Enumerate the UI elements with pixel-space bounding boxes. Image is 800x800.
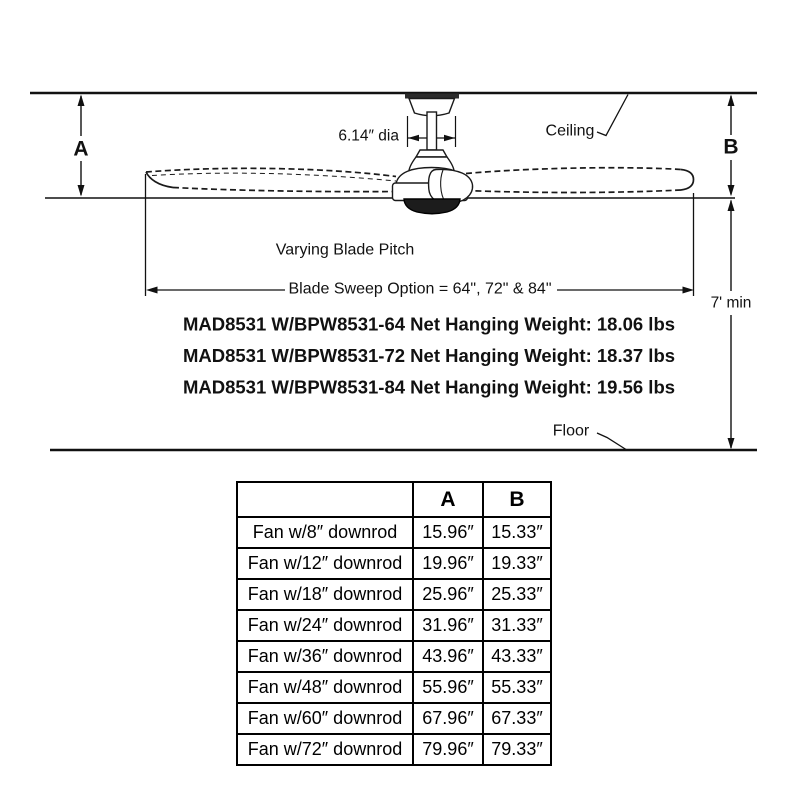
arrow-left-icon <box>146 287 158 294</box>
table-row <box>237 672 551 703</box>
dim-b-value: 15.33″ <box>483 517 551 548</box>
min-height-label: 7' min <box>710 294 752 312</box>
arrow-down-icon <box>78 185 85 197</box>
dim-a-value: 67.96″ <box>413 703 483 734</box>
arrow-down-icon <box>728 438 735 449</box>
downrod <box>427 112 437 150</box>
arrow-right-icon <box>444 135 455 141</box>
dim-b-value: 67.33″ <box>483 703 551 734</box>
table-row <box>237 641 551 672</box>
arrow-up-icon <box>728 95 735 107</box>
table-row <box>237 517 551 548</box>
dim-a-label: A <box>73 137 89 161</box>
table-header-row <box>237 482 551 517</box>
dim-a-value: 25.96″ <box>413 579 483 610</box>
dim-b-value: 25.33″ <box>483 579 551 610</box>
left-blade-inner-line <box>152 173 396 181</box>
downrod-label: Fan w/18″ downrod <box>237 579 413 610</box>
table-row <box>237 610 551 641</box>
dim-b-value: 43.33″ <box>483 641 551 672</box>
downrod-label: Fan w/48″ downrod <box>237 672 413 703</box>
dim-a-value: 19.96″ <box>413 548 483 579</box>
dim-a-value: 31.96″ <box>413 610 483 641</box>
downrod-label: Fan w/60″ downrod <box>237 703 413 734</box>
blade-pitch-label: Varying Blade Pitch <box>275 241 415 259</box>
mounting-plate <box>405 94 459 99</box>
right-blade-tip <box>681 170 694 191</box>
ceiling-leader-line <box>597 95 628 136</box>
downrod-label: Fan w/72″ downrod <box>237 734 413 765</box>
diameter-label: 6.14″ dia <box>338 127 399 145</box>
dim-a-value: 79.96″ <box>413 734 483 765</box>
table-header-a: A <box>413 482 483 517</box>
floor-leader-line <box>597 433 626 450</box>
right-blade-bottom-edge <box>466 190 681 193</box>
table-row <box>237 579 551 610</box>
coupler-flange <box>416 150 447 157</box>
floor-label: Floor <box>552 422 590 440</box>
downrod-label: Fan w/8″ downrod <box>237 517 413 548</box>
dim-b-value: 19.33″ <box>483 548 551 579</box>
arrow-left-icon <box>408 135 419 141</box>
hanging-weight-line-1: MAD8531 W/BPW8531-64 Net Hanging Weight: 18.06 lbs <box>182 313 676 335</box>
dim-a-value: 43.96″ <box>413 641 483 672</box>
hanging-weight-line-2: MAD8531 W/BPW8531-72 Net Hanging Weight: 18.37 lbs <box>182 345 676 366</box>
dimension-min-height <box>728 200 735 450</box>
downrod-label: Fan w/12″ downrod <box>237 548 413 579</box>
left-blade-top-edge <box>146 168 396 176</box>
table-row <box>237 734 551 765</box>
table-row <box>237 703 551 734</box>
ceiling-fan-drawing <box>146 94 694 214</box>
blade-sweep-label: Blade Sweep Option = 64", 72" & 84" <box>288 280 552 298</box>
hanging-weight-line-3: MAD8531 W/BPW8531-84 Net Hanging Weight: 19.56 lbs <box>182 376 676 398</box>
arrow-down-icon <box>728 185 735 196</box>
table-header-blank <box>237 482 413 517</box>
dim-b-value: 55.33″ <box>483 672 551 703</box>
left-blade-tip <box>146 172 173 188</box>
arrow-up-icon <box>78 95 85 107</box>
ceiling-label: Ceiling <box>545 122 595 140</box>
downrod-dimension-table <box>236 481 552 766</box>
left-blade-bottom-edge <box>173 188 398 192</box>
dim-b-value: 79.33″ <box>483 734 551 765</box>
arrow-right-icon <box>683 287 695 294</box>
table-row <box>237 548 551 579</box>
light-kit <box>404 199 460 214</box>
arrow-up-icon <box>728 200 735 212</box>
dim-a-value: 15.96″ <box>413 517 483 548</box>
downrod-label: Fan w/36″ downrod <box>237 641 413 672</box>
right-blade-top-edge <box>466 168 681 174</box>
downrod-label: Fan w/24″ downrod <box>237 610 413 641</box>
dim-a-value: 55.96″ <box>413 672 483 703</box>
table-header-b: B <box>483 482 551 517</box>
dim-b-value: 31.33″ <box>483 610 551 641</box>
dim-b-label: B <box>723 135 739 159</box>
